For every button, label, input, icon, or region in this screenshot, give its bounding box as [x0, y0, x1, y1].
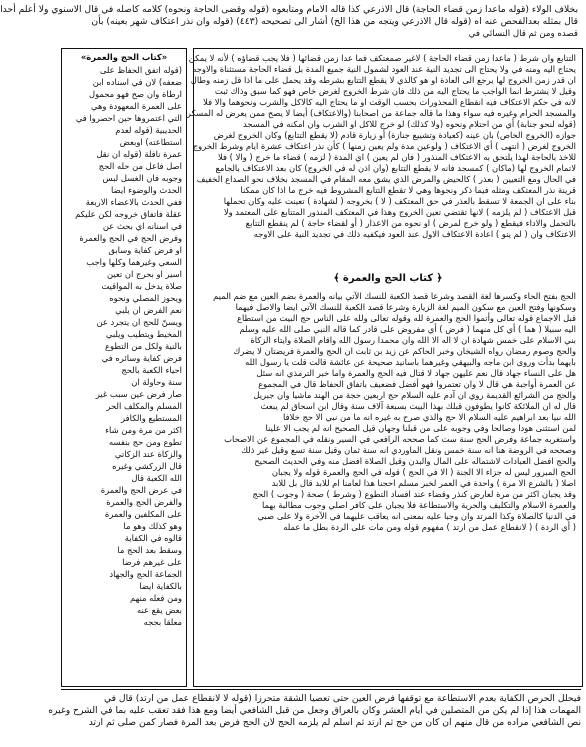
side-note-line: احياء الكعبة بالحج — [121, 365, 182, 375]
section-text-line: بني الاسلام على خمس شهادة ان لا اله الا الله وان محمدا رسول الله واقام الصلاة وايتاء الزكاة — [250, 335, 576, 345]
section-text-line: واستغربه جماعة وفرض الحج سنة ست كما صححه الرافعي في السير ونقله في المجموع عن الاصحاب — [224, 434, 576, 444]
section-text-line: اليه سبيلا ( هما ) أي كل منهما ( فرض ) أي مفروض على قادر كما قاله النبي صلى الله عليه وسلم — [239, 324, 576, 334]
section-text-line: ( أي الردة ) ( لانقطاع عمل من ارتد ) مفهوم قوله ومن مات على الردة بطل ما عمله — [283, 522, 576, 532]
side-note-line: الله الكعبة قال — [131, 473, 182, 483]
side-note-line: المخيط ويتطيب ويلبي — [105, 329, 182, 339]
top-commentary-line: قال بمثله بعدالفحص عنه اه (قوله قال الاذرعي ويتجه من هذا الخ) أشار الى تصحيحه (٤٤٣) (قوله وان نذر اعتكاف شهر بعينه) بأن — [91, 16, 578, 27]
main-text-line: قرينة نذر المعتكف ومثله فيما ذكر ونحوها وهي لا تقطع التتابع المشروط فيه خرج ما اذا كان ممكنا — [240, 185, 576, 195]
section-text-line: بايهما بدأت وروى ابن ماجه والبيهقي وغيرهما باسانيد صحيحة عن عائشة قالت قلت يا رسول الله — [245, 357, 576, 367]
main-text-line: جوازه (الخروج الخاص) بان عينه (كعيادة وتشييع جنازة) أو زيارة قادم (لا يقطع التتابع) وكان الخروج لغرض — [213, 130, 576, 140]
main-text-line: (قوله لنحو جنابة) أي من احتلام ونحوه (ولا كذلك) لو خرج للاكل او الشرب وان امكنه في المسجد — [243, 119, 576, 129]
main-text-line: في الحال ومع التعيين ( بعذر ) كالحيض والمرض الذي يشق معه المقام في المسجد بخلاف نحو الصداع الخفيف — [196, 174, 576, 184]
main-text-line: الاعتكاف وان ( لم ينو ) اعادة الاعتكاف الاول عند العود فيكفيه ذلك في تجديد النية على الاوجه — [253, 229, 576, 239]
side-note-line: عمرة نافلة (قوله ان نقل — [96, 149, 182, 159]
section-text-line: والعمرة الاسلام والتكليف والحرية والاستطاعة فلا يجبان على كافر اصلي وجوب مطالبة بهما — [261, 500, 576, 510]
side-note-line: نعم الفرض ان يلبي — [115, 305, 182, 315]
section-text-line: في الدنيا كالصلاة وكذا المرتد وان وجبا عليه بمعنى انه يعاقب عليهما في الآخرة ولا على صبي — [257, 511, 576, 521]
section-text-line: هل على النساء جهاد قال نعم عليهن جهاد لا قتال فيه الحج والعمرة واما خبر الترمذي انه سئل — [256, 368, 576, 378]
side-note-line: في عرض الحج والعمرة — [100, 485, 182, 495]
side-note-line: ضعفه) لان في اسناده ابن — [92, 77, 182, 87]
side-note-line: اكثر من مرة ومن شاء — [105, 425, 182, 435]
side-note-line: المستطيع والكافر — [121, 413, 182, 423]
bottom-commentary-line: فيحلل الحرص الكفاية بعدم الاستطاعة مع توقفها فرض العين حتى تعصيا الشقة متحرزا (قوله لا لانقطاع عمل من ارتد) قال في — [103, 693, 581, 704]
side-note-line: قصده ومن ثم قال النسائي في — [468, 29, 578, 39]
section-text-line: الحج المبرور ليس له جزاء الا الجنة ( الا في الحج ) قوله في الحج والعمرة قوله ولا يجبان — [271, 467, 576, 477]
side-note-line: قالوه في الكفاية — [124, 533, 182, 543]
bottom-divider — [61, 689, 581, 690]
side-note-line: وهو كذلك وهو ما — [123, 521, 182, 531]
section-text-line: والحج افضل العبادات لاشتماله على المال والبدن وقيل الصلاة افضل منه وفي الحديث الصحيح — [254, 456, 576, 466]
section-text-line: لمن استثنى هودا وصالحا وفي وجوبه على من قبلنا وجهان قيل الصحيح انه لم يجب الا علينا — [265, 423, 576, 433]
side-note-line: والفرض الحج والعمرة — [106, 497, 182, 507]
side-note-line: التي اعتمروها حين احصروا في — [75, 113, 182, 123]
main-text-line: وقيل لا يشترط انما الواجب ما يحتاج اليه من ذلك فان شرط الخروج لغرض خاص فهو كما سبق وذاك ثبت — [214, 86, 576, 96]
side-note-line: (قوله اتفق الحفاظ على — [99, 65, 182, 75]
section-text-line: وصححه في الروضة هنا انه سنة خمس ونقل الماوردي انه سنة ثمان وقيل سنة تسع وقيل غير ذلك — [241, 445, 576, 455]
section-text-line: الله نبيا بعد ابراهيم عليه السلام الا حج والذي صرح به غيره انه ما من نبي الا حج خلافا — [283, 412, 576, 422]
main-text-content — [186, 49, 582, 686]
main-text-line: لانه في حكم الاعتكاف فيه انقطاع المحذورات بحسب الوقت او ما يحتاج اليه كالاكل والشرب ونحوهما والا فلا — [203, 97, 576, 107]
side-note-line: اسير او بحرج ان تعين — [106, 269, 182, 279]
side-note-line: قال الزركشي وغيره — [112, 461, 182, 471]
section-text-line: الحج بفتح الحاء وكسرها لغة القصد وشرعا قصد الكعبة للنسك الآتي بيانه والعمرة بضم العين مع ضم الميم — [213, 291, 576, 301]
section-text-line: والحج من الشرائع القديمة روي ان آدم عليه السلام حج اربعين حجة من الهند ماشيا وان جبريل — [253, 390, 576, 400]
side-note-line: تطوع ومن حج بنفسه — [108, 437, 182, 447]
section-text-line: اصلا ( بالشرع الا مرة ) واحدة في العمر لخبر مسلم احجنا هذا لعامنا ام للابد قال بل للابد — [271, 478, 576, 488]
side-note-line: استطاعته) اوبعض — [119, 137, 182, 147]
side-note-line: الجماعة الحج والجهاد — [109, 569, 182, 579]
main-text-line: والمسجد الحرام وغيره فيه سواء وهذا ما قاله جماعة من اصحابنا (والاعتكاف) أيضا لا يصح ممن يعرض له المسكر — [186, 108, 576, 118]
side-note-line: اصل فاعل من حله الحج — [98, 161, 182, 171]
bottom-commentary-line: المهمات هذا إذا لم يكن من المتصلين في أيام العشر وكان بالعراق وجعل من قبل الشافعي أيضا ومع هذا فقد تعقب عليه بما في الشرح وغيره — [48, 705, 581, 716]
section-heading: ﴿ كتاب الحج والعمرة ﴾ — [333, 273, 443, 284]
side-note-line: على العمرة المعهودة وهي — [90, 101, 182, 111]
top-commentary-line: بخلاف الولاء (قوله ماعدا زمن قضاء الحاجة) قال الاذرعي كذا قاله الامام ومتابعوه (قوله وقضى الحاجة ونحوه) كلامه كاصله في قال الاسنوي ولا أعلم أحدا — [0, 4, 578, 15]
side-note-line: ارطاة وان صح فهو محمول — [88, 89, 182, 99]
bottom-commentary-line: نص الشافعي مراده من قال منهم ان كان من حج ثم ارتد ثم اسلم لم يلزمه الحج لان الحج فرض بعد المرة فصار كمن صلى ثم ارتد — [88, 717, 581, 728]
section-text-line: وقد يجبان اكثر من مرة لعارض كنذر وقضاء عند افساد التطوع ( وشرط ) صحة ( وجوب ) الحج — [252, 489, 576, 499]
side-note-line: بالنية ولكل من التطوع — [105, 341, 182, 351]
main-text-line: للاخذ بالحاجة لهذا يلتحق به الاعتكاف المنذور ( فان لم يعين ) اي المدة ( لزمه ) قضاء ما خرج ( والا ) فلا — [218, 152, 576, 162]
main-text-line: ان قدر زمن الخروج لها يرجع الى العادة او هو كالذي لا يقطع التتابع بشرطه وقد يحمل على ما اذا قل زمنه وطال — [190, 75, 576, 85]
side-note-line: صلاة يدخل به المواقيت — [101, 281, 182, 291]
side-note-line: الحدث والوضوء ايضا — [111, 185, 182, 195]
main-text-line: التتابع وان شرط ( ماعدا زمن قضاء الحاجة ) لاغير صمعتكف فما عدا زمن قضائها ( فلا يجب قضاؤه ) لأنه لا يمكن — [188, 53, 576, 63]
side-note-line: ويحوز المصلي ونحوه — [109, 293, 182, 303]
section-text-line: وسكونها وفتح العين مع سكون الميم لغة الزيارة وشرعا قصد الكعبة للنسك الآتي ايضا والاصل فيهما — [235, 302, 576, 312]
side-note-line: بالكفاية ايضا — [139, 581, 182, 591]
main-text-line: لاتمام الخروج لها (ماكان ) كمسجد فانه لا يقطع التتابع (وان اذن له في الخروج) كان بعد الاعتكاف بالجامع — [215, 163, 576, 173]
side-note-line: معلقا بحجه — [143, 617, 182, 627]
side-note-line: الحديبية (قوله لعدم — [115, 125, 182, 135]
side-note-line: وجوبه فان الغسل لبس — [102, 173, 182, 183]
side-note-line: والزكاة عند الزكاتي — [114, 449, 182, 459]
main-text-line: يحتاج اليه ومنه في ولا يحتاج الى تجديد النية عند العود لشمول النية جميع المدة بل قضاء الحاجة مستثناة والاوجه — [192, 64, 576, 74]
section-text-line: عن العمرة أواجبة هي قال لا وان تعتمروا فهو أفضل فضعيف باتفاق الحفاظ قال في المجموع — [258, 379, 576, 389]
side-note-line: ومن فعله منهم — [130, 593, 182, 603]
main-text-line: بالتحمل والاداء فيقطع ( ولو خرج لمرض ) او نحوه من الاعذار ( أو لقضاء حاجة ) لم ينقطع التتابع — [245, 218, 576, 228]
side-note-line: عقلة فاتفاق خروجه لكن عليكم — [75, 209, 182, 219]
section-text-line: قال له ان الملائكة كانوا يطوفون قبلك بهذا البيت بسبعة آلاف سنة وقال ابن اسحاق لم يبعث — [260, 401, 576, 411]
main-text-line: قبل الاعتكاف ( لم يلزمه ) لانها تقتضي تعين الخروج وهذا في المعتكف المنذور المتتابع على المعتمد ولا — [223, 207, 576, 217]
side-note-line: وسقط بعد الحج ما — [117, 545, 182, 555]
side-note-line: بعض يقع عنه — [137, 605, 182, 615]
main-text-line: الخروج لغرض ( انتهى ) أي الاعتكاف ( ولوعين مدة ولم يعين زمنها ) كأن نذر اعتكاف عشرة ايام وشرط الخروج — [192, 141, 576, 151]
side-note-line: في اسنانه اي بحث عن — [102, 221, 182, 231]
side-note-line: وفرض الحج في الحج والعمرة — [79, 233, 182, 243]
main-text-box — [186, 48, 583, 687]
side-note-line: ويسنّ للحج ان يتجرد عن — [96, 317, 182, 327]
side-note-line: صار فرض عين سبب غير — [95, 389, 182, 399]
side-note-line: على المكلفين والعمرة — [104, 509, 182, 519]
section-text-line: قبل الاجماع قوله تعالى وأتموا الحج والعمرة لله وقوله تعالى ولله على الناس حج البيت من استطاع — [236, 313, 576, 323]
side-note-line: او فرض كفاية وسابق — [108, 245, 182, 255]
section-text-line: والحج وصوم رمضان رواه الشيخان وخبر الحاكم عن زيد بن ثابت ان الحج والعمرة فريضتان لا يضرك — [233, 346, 576, 356]
margin-commentary-box — [61, 48, 187, 687]
side-note-line: فرض كفاية وسائره في — [101, 353, 182, 363]
main-text-line: بناء على ان الجمعة لا تسقط بالعذر في حق المعتكف ( لا ) بخروجه ( لشهادة ) تعينت عليه وكان تحملها — [223, 196, 576, 206]
side-note-line: السعي وغيرهما وكلها واجب — [86, 257, 182, 267]
side-note-heading: «كتاب الحج والعمرة» — [80, 52, 168, 62]
side-note-line: سنة وحاولة ان — [131, 377, 182, 387]
side-note-line: على غيرهم فرضا — [122, 557, 182, 567]
side-note-line: المسلم والمكلف الحر — [106, 401, 182, 411]
side-note-line: ففي الحدث بالاعضاء الاربعة — [85, 197, 182, 207]
